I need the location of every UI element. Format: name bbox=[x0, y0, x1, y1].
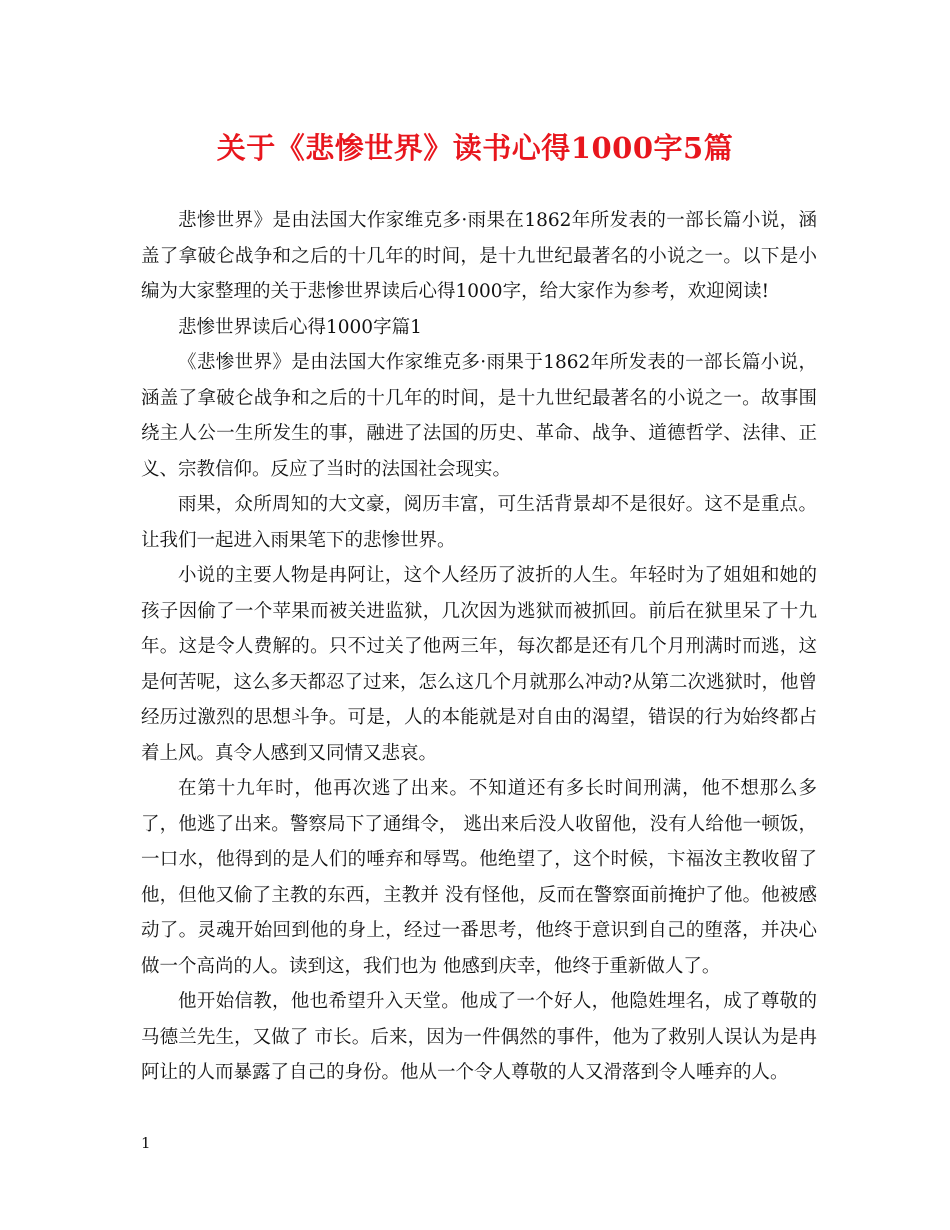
page-number: 1 bbox=[141, 1134, 151, 1152]
document-body bbox=[141, 203, 817, 1091]
section-heading: 悲惨世界读后心得1000字篇1 bbox=[178, 316, 422, 338]
paragraph: 雨果，众所周知的大文豪，阅历丰富，可生活背景却不是很好。这不是重点。让我们一起进入雨果笔下的悲惨世界。 bbox=[141, 494, 817, 551]
paragraph: 在第十九年时，他再次逃了出来。不知道还有多长时间刑满，他不想那么多了，他逃了出来。警察局下了通缉令， 逃出来后没人收留他，没有人给他一顿饭，一口水，他得到的是人们的唾弃和辱骂。他绝望了，这个时候，卞福汝主教收留了他，但他又偷了主教的东西，主教并 没有怪他，反而在警察面前掩护了他。他被感动了。灵魂开始回到他的身上，经过一番思考，他终于意识到自己的堕落，并决心做一个高尚的人。读到这，我们也为 他感到庆幸，他终于重新做人了。 bbox=[141, 778, 817, 977]
paragraph: 《悲惨世界》是由法国大作家维克多·雨果于1862年所发表的一部长篇小说，涵盖了拿破仑战争和之后的十几年的时间，是十九世纪最著名的小说之一。故事围绕主人公一生所发生的事，融进了法国的历史、革命、战争、道德哲学、法律、正义、宗教信仰。反应了当时的法国社会现实。 bbox=[141, 352, 817, 480]
document-title: 关于《悲惨世界》读书心得1000字5篇 bbox=[216, 131, 734, 165]
paragraph-intro: 悲惨世界》是由法国大作家维克多·雨果在1862年所发表的一部长篇小说，涵盖了拿破仑战争和之后的十几年的时间，是十九世纪最著名的小说之一。以下是小编为大家整理的关于悲惨世界读后心得1000字，给大家作为参考，欢迎阅读! bbox=[141, 210, 817, 302]
paragraph: 小说的主要人物是冉阿让，这个人经历了波折的人生。年轻时为了姐姐和她的孩子因偷了一个苹果而被关进监狱，几次因为逃狱而被抓回。前后在狱里呆了十九年。这是令人费解的。只不过关了他两三年，每次都是还有几个月刑满时而逃，这是何苦呢，这么多天都忍了过来，怎么这几个月就那么冲动?从第二次逃狱时，他曾经历过激烈的思想斗争。可是，人的本能就是对自由的渴望，错误的行为始终都占着上风。真令人感到又同情又悲哀。 bbox=[141, 565, 817, 764]
paragraph: 他开始信教，他也希望升入天堂。他成了一个好人，他隐姓埋名，成了尊敬的马德兰先生，又做了 市长。后来，因为一件偶然的事件，他为了救别人误认为是冉阿让的人而暴露了自己的身份。他从一个令人尊敬的人又滑落到令人唾弃的人。 bbox=[141, 991, 817, 1083]
